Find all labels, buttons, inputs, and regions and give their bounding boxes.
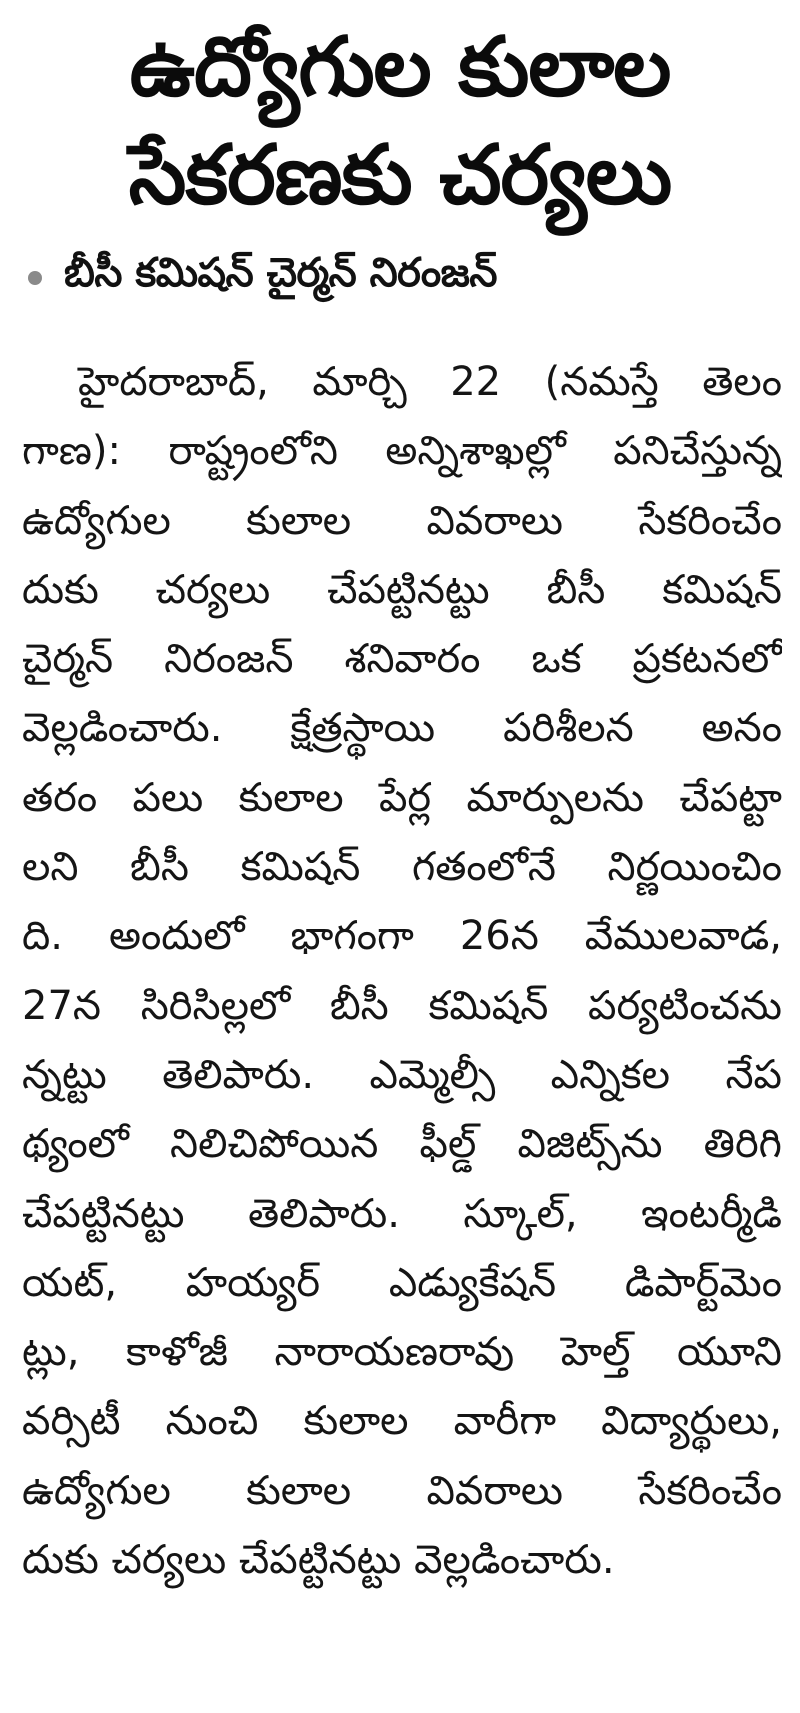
- headline-line-1: ఉద్యోగుల కులాల: [129, 20, 671, 115]
- body-line: చేపట్టినట్టు తెలిపారు. స్కూల్, ఇంటర్మీడి: [22, 1190, 782, 1237]
- body-line: ఉద్యోగుల కులాల వివరాలు సేకరించేం: [22, 497, 782, 544]
- body-line: దుకు చర్యలు చేపట్టినట్టు వెల్లడించారు.: [22, 1537, 615, 1584]
- body-line: యట్, హయ్యర్ ఎడ్యుకేషన్ డిపార్ట్‌మెం: [22, 1259, 782, 1306]
- body-line: చైర్మన్ నిరంజన్ శనివారం ఒక ప్రకటనలో: [22, 636, 782, 683]
- headline-line-2: సేకరణకు చర్యలు: [128, 128, 672, 223]
- body-line: ది. అందులో భాగంగా 26న వేములవాడ,: [22, 913, 782, 960]
- subheadline-text: బీసీ కమిషన్ చైర్మన్ నిరంజన్: [64, 250, 497, 296]
- subheadline: [20, 248, 497, 308]
- body-line: దుకు చర్యలు చేపట్టినట్టు బీసీ కమిషన్: [22, 566, 782, 613]
- body-line: తరం పలు కులాల పేర్ల మార్పులను చేపట్టా: [22, 774, 782, 821]
- body-line: గాణ): రాష్ట్రంలోని అన్నిశాఖల్లో పనిచేస్తున్న: [22, 428, 782, 475]
- body-line: ట్లు, కాళోజీ నారాయణరావు హెల్త్ యూని: [22, 1329, 782, 1376]
- body-line: లని బీసీ కమిషన్ గతంలోనే నిర్ణయించిం: [22, 844, 782, 891]
- article-body: [22, 348, 782, 1595]
- body-line: ఉద్యోగుల కులాల వివరాలు సేకరించేం: [22, 1467, 782, 1514]
- body-line: థ్యంలో నిలిచిపోయిన ఫీల్డ్ విజిట్స్‌ను తిరిగి: [22, 1121, 782, 1168]
- body-line: 27న సిరిసిల్లలో బీసీ కమిషన్ పర్యటించను: [22, 982, 782, 1029]
- body-line: న్నట్టు తెలిపారు. ఎమ్మెల్సీ ఎన్నికల నేప: [22, 1051, 782, 1098]
- body-line: హైదరాబాద్, మార్చి 22 (నమస్తే తెలం: [78, 359, 782, 405]
- body-line: వర్సిటీ నుంచి కులాల వారీగా విద్యార్థులు,: [22, 1398, 782, 1445]
- bullet-dot-icon: [28, 271, 42, 285]
- body-line: వెల్లడించారు. క్షేత్రస్థాయి పరిశీలన అనం: [22, 705, 782, 752]
